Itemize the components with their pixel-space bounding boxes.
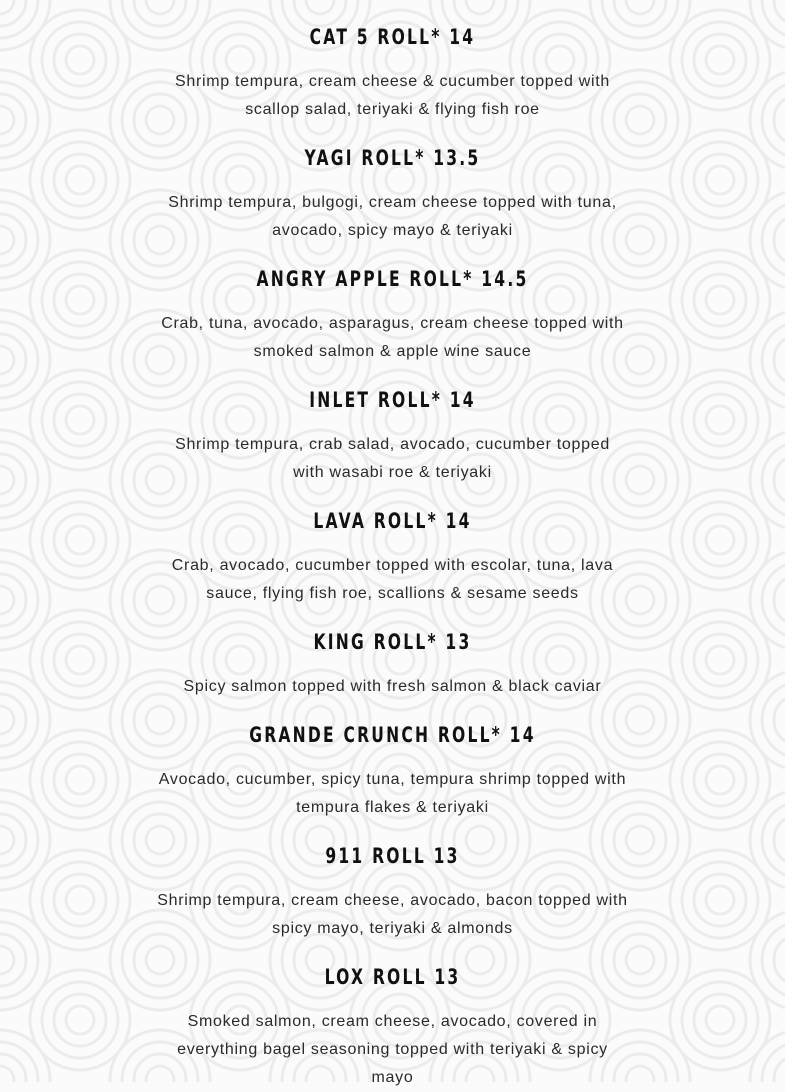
menu-item-title: 911 ROLL 13 (325, 844, 460, 868)
menu-item-title: INLET ROLL* 14 (309, 388, 476, 412)
menu-item-description: Crab, avocado, cucumber topped with escolar, tuna, lava sauce, flying fish roe, scallions & sesame seeds (171, 557, 614, 602)
menu-item-title: LAVA ROLL* 14 (313, 509, 472, 533)
menu-item-911-roll (0, 839, 785, 960)
menu-item-description: Shrimp tempura, cream cheese & cucumber topped with scallop salad, teriyaki & flying fish roe (175, 73, 610, 118)
menu-item-description: Avocado, cucumber, spicy tuna, tempura shrimp topped with tempura flakes & teriyaki (158, 771, 627, 816)
menu-item-lox-roll (0, 960, 785, 1092)
menu-item-yagi-roll (0, 141, 785, 262)
menu-item-description: Spicy salmon topped with fresh salmon & black caviar (183, 678, 602, 695)
menu-item-title: GRANDE CRUNCH ROLL* 14 (249, 723, 536, 747)
menu-item-title: CAT 5 ROLL* 14 (309, 25, 476, 49)
menu-item-lava-roll (0, 504, 785, 625)
menu-item-title: KING ROLL* 13 (313, 630, 472, 654)
menu-item-description: Shrimp tempura, cream cheese, avocado, bacon topped with spicy mayo, teriyaki & almonds (157, 892, 628, 937)
menu-item-grande-crunch-roll (0, 718, 785, 839)
menu-item-title: LOX ROLL 13 (324, 965, 461, 989)
menu-item-inlet-roll (0, 383, 785, 504)
menu-item-king-roll (0, 625, 785, 718)
menu-item-title: ANGRY APPLE ROLL* 14.5 (256, 267, 529, 291)
menu-item-title: YAGI ROLL* 13.5 (304, 146, 481, 170)
menu-item-description: Crab, tuna, avocado, asparagus, cream cheese topped with smoked salmon & apple wine sauce (161, 315, 624, 360)
menu-item-description: Shrimp tempura, crab salad, avocado, cucumber topped with wasabi roe & teriyaki (175, 436, 610, 481)
menu-item-cat-5-roll (0, 20, 785, 141)
menu-item-description: Shrimp tempura, bulgogi, cream cheese topped with tuna, avocado, spicy mayo & teriyaki (168, 194, 617, 239)
menu-item-description: Smoked salmon, cream cheese, avocado, covered in everything bagel seasoning topped with teriyaki & spicy mayo (177, 1013, 608, 1086)
menu-item-angry-apple-roll (0, 262, 785, 383)
